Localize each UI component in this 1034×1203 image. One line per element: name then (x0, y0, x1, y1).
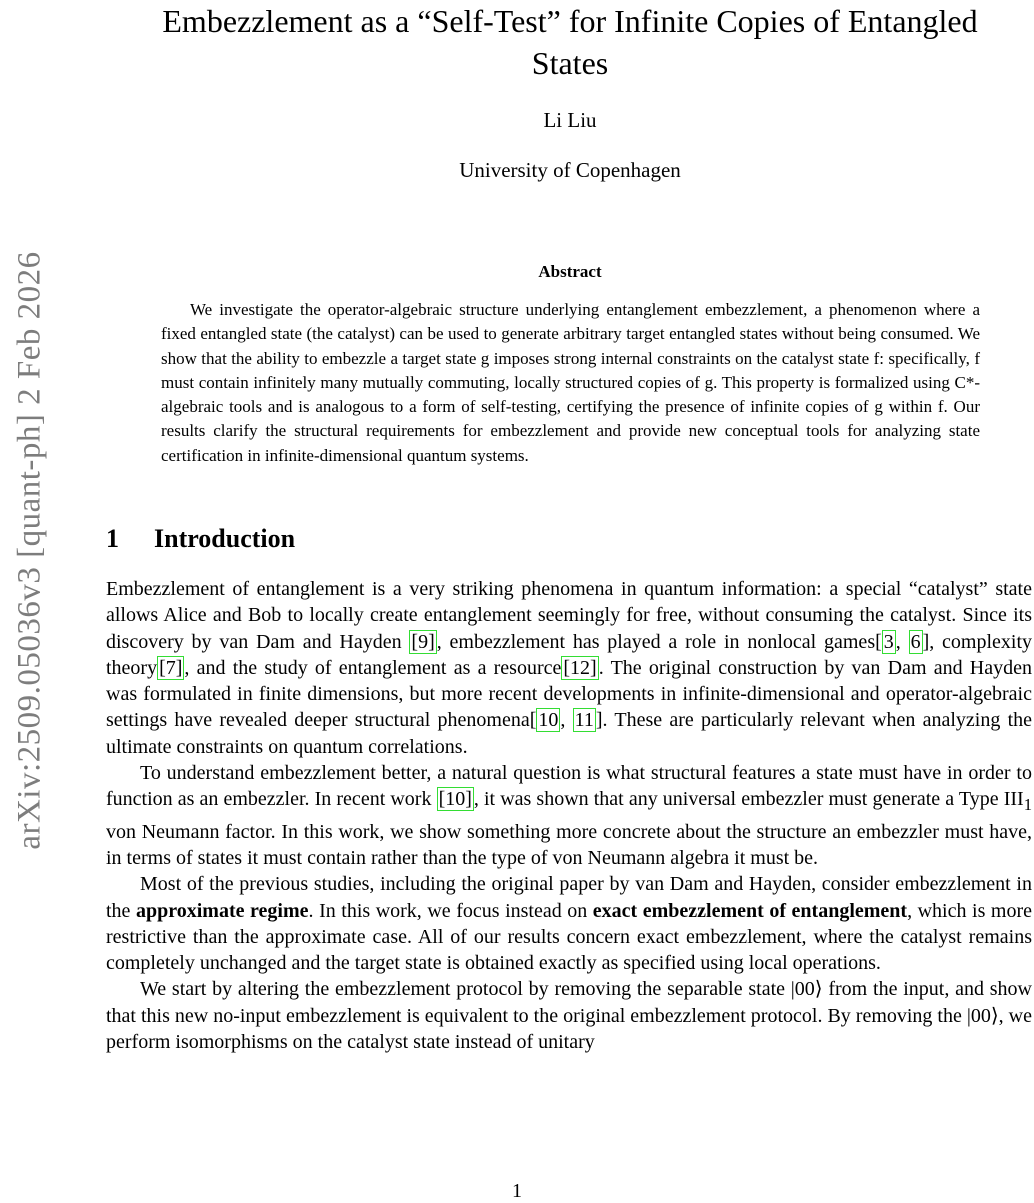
paragraph-4 (106, 976, 1032, 1055)
text-run: ], complexity theory (106, 630, 1033, 679)
text-run: Embezzlement of entanglement is a very striking phenomena in quantum information: a special “catalyst” state allows Alice and Bob to locally create entanglement seemingly for free, without consuming the catalyst. Since its discovery by van Dam and Hayden (106, 578, 1032, 653)
citation-link[interactable]: [9] (411, 630, 435, 653)
bold-term: approximate regime (135, 899, 309, 922)
section-title: Introduction (154, 524, 296, 553)
citation-link[interactable]: 6 (910, 630, 921, 653)
citation-link[interactable]: [10] (438, 788, 472, 811)
text-run: , (895, 630, 909, 653)
page-number: 1 (512, 1180, 522, 1202)
author: Li Liu (543, 108, 597, 132)
text-run: . In this work, we focus instead on (308, 899, 593, 922)
text-run: ]. These are particularly relevant when analyzing the ultimate constraints on quantum correlations. (106, 709, 1033, 758)
text-run: We start by altering the embezzlement protocol by removing the separable state |00⟩ from the input, and show that this new no-input embezzlement is equivalent to the original embezzlement protocol. By removing the |00⟩, we perform isomorphisms on the catalyst state instead of unitary (106, 978, 1032, 1054)
affiliation: University of Copenhagen (459, 158, 681, 182)
title-line-2: States (531, 45, 609, 81)
text-run: von Neumann factor. In this work, we show something more concrete about the structure an embezzler must have, in terms of states it must contain rather than the type of von Neumann algebra it must be. (106, 820, 1032, 869)
text-run: , it was shown that any universal embezzler must generate a Type III (473, 788, 1024, 811)
paper-title (120, 0, 1020, 84)
section-number: 1 (106, 524, 119, 553)
arxiv-sidebar (2, 200, 58, 900)
citation-link[interactable]: 10 (538, 709, 559, 732)
text-run: , which is more restrictive than the approximate case. All of our results concern exact embezzlement, where the catalyst remains completely unchanged and the target state is obtained exactly as specified using local operations. (106, 899, 1033, 975)
subscript: 1 (1023, 795, 1033, 815)
text-run: , (560, 709, 573, 732)
citation-link[interactable]: 11 (574, 709, 594, 732)
text-run: , and the study of entanglement as a resource (184, 656, 562, 679)
abstract-heading: Abstract (538, 262, 602, 281)
section-body (106, 576, 1032, 1055)
text-run: Most of the previous studies, including the original paper by van Dam and Hayden, consider embezzlement in the (106, 873, 1032, 922)
section-heading (106, 524, 295, 554)
citation-link[interactable]: [12] (563, 656, 597, 679)
paragraph-1 (106, 576, 1032, 760)
text-run: To understand embezzlement better, a natural question is what structural features a state must have in order to function as an embezzler. In recent work (106, 762, 1032, 811)
citation-link[interactable]: [7] (159, 656, 183, 679)
title-line-1: Embezzlement as a “Self-Test” for Infinite Copies of Entangled (162, 3, 978, 39)
text-run: , embezzlement has played a role in nonlocal games[ (436, 630, 882, 653)
paragraph-2 (106, 760, 1032, 871)
citation-link[interactable]: 3 (883, 630, 894, 653)
abstract-text: We investigate the operator-algebraic structure underlying entanglement embezzlement, a phenomenon where a fixed entangled state (the catalyst) can be used to generate arbitrary target entangled states without being consumed. We show that the ability to embezzle a target state g imposes strong internal constraints on the catalyst state f: specifically, f must contain infinitely many mutually commuting, locally structured copies of g. This property is formalized using C*-algebraic tools and is analogous to a form of self-testing, certifying the presence of infinite copies of g within f. Our results clarify the structural requirements for embezzlement and provide new conceptual tools for analyzing state certification in infinite-dimensional quantum systems. (161, 300, 980, 465)
text-run: . The original construction by van Dam and Hayden was formulated in finite dimensions, but more recent developments in infinite-dimensional and operator-algebraic settings have revealed deeper structural phenomena[ (106, 656, 1032, 732)
bold-term: exact embezzlement of entanglement (592, 899, 908, 922)
paragraph-3 (106, 871, 1032, 976)
arxiv-id: arXiv:2509.05036v3 [quant-ph] 2 Feb 2026 (11, 250, 48, 850)
